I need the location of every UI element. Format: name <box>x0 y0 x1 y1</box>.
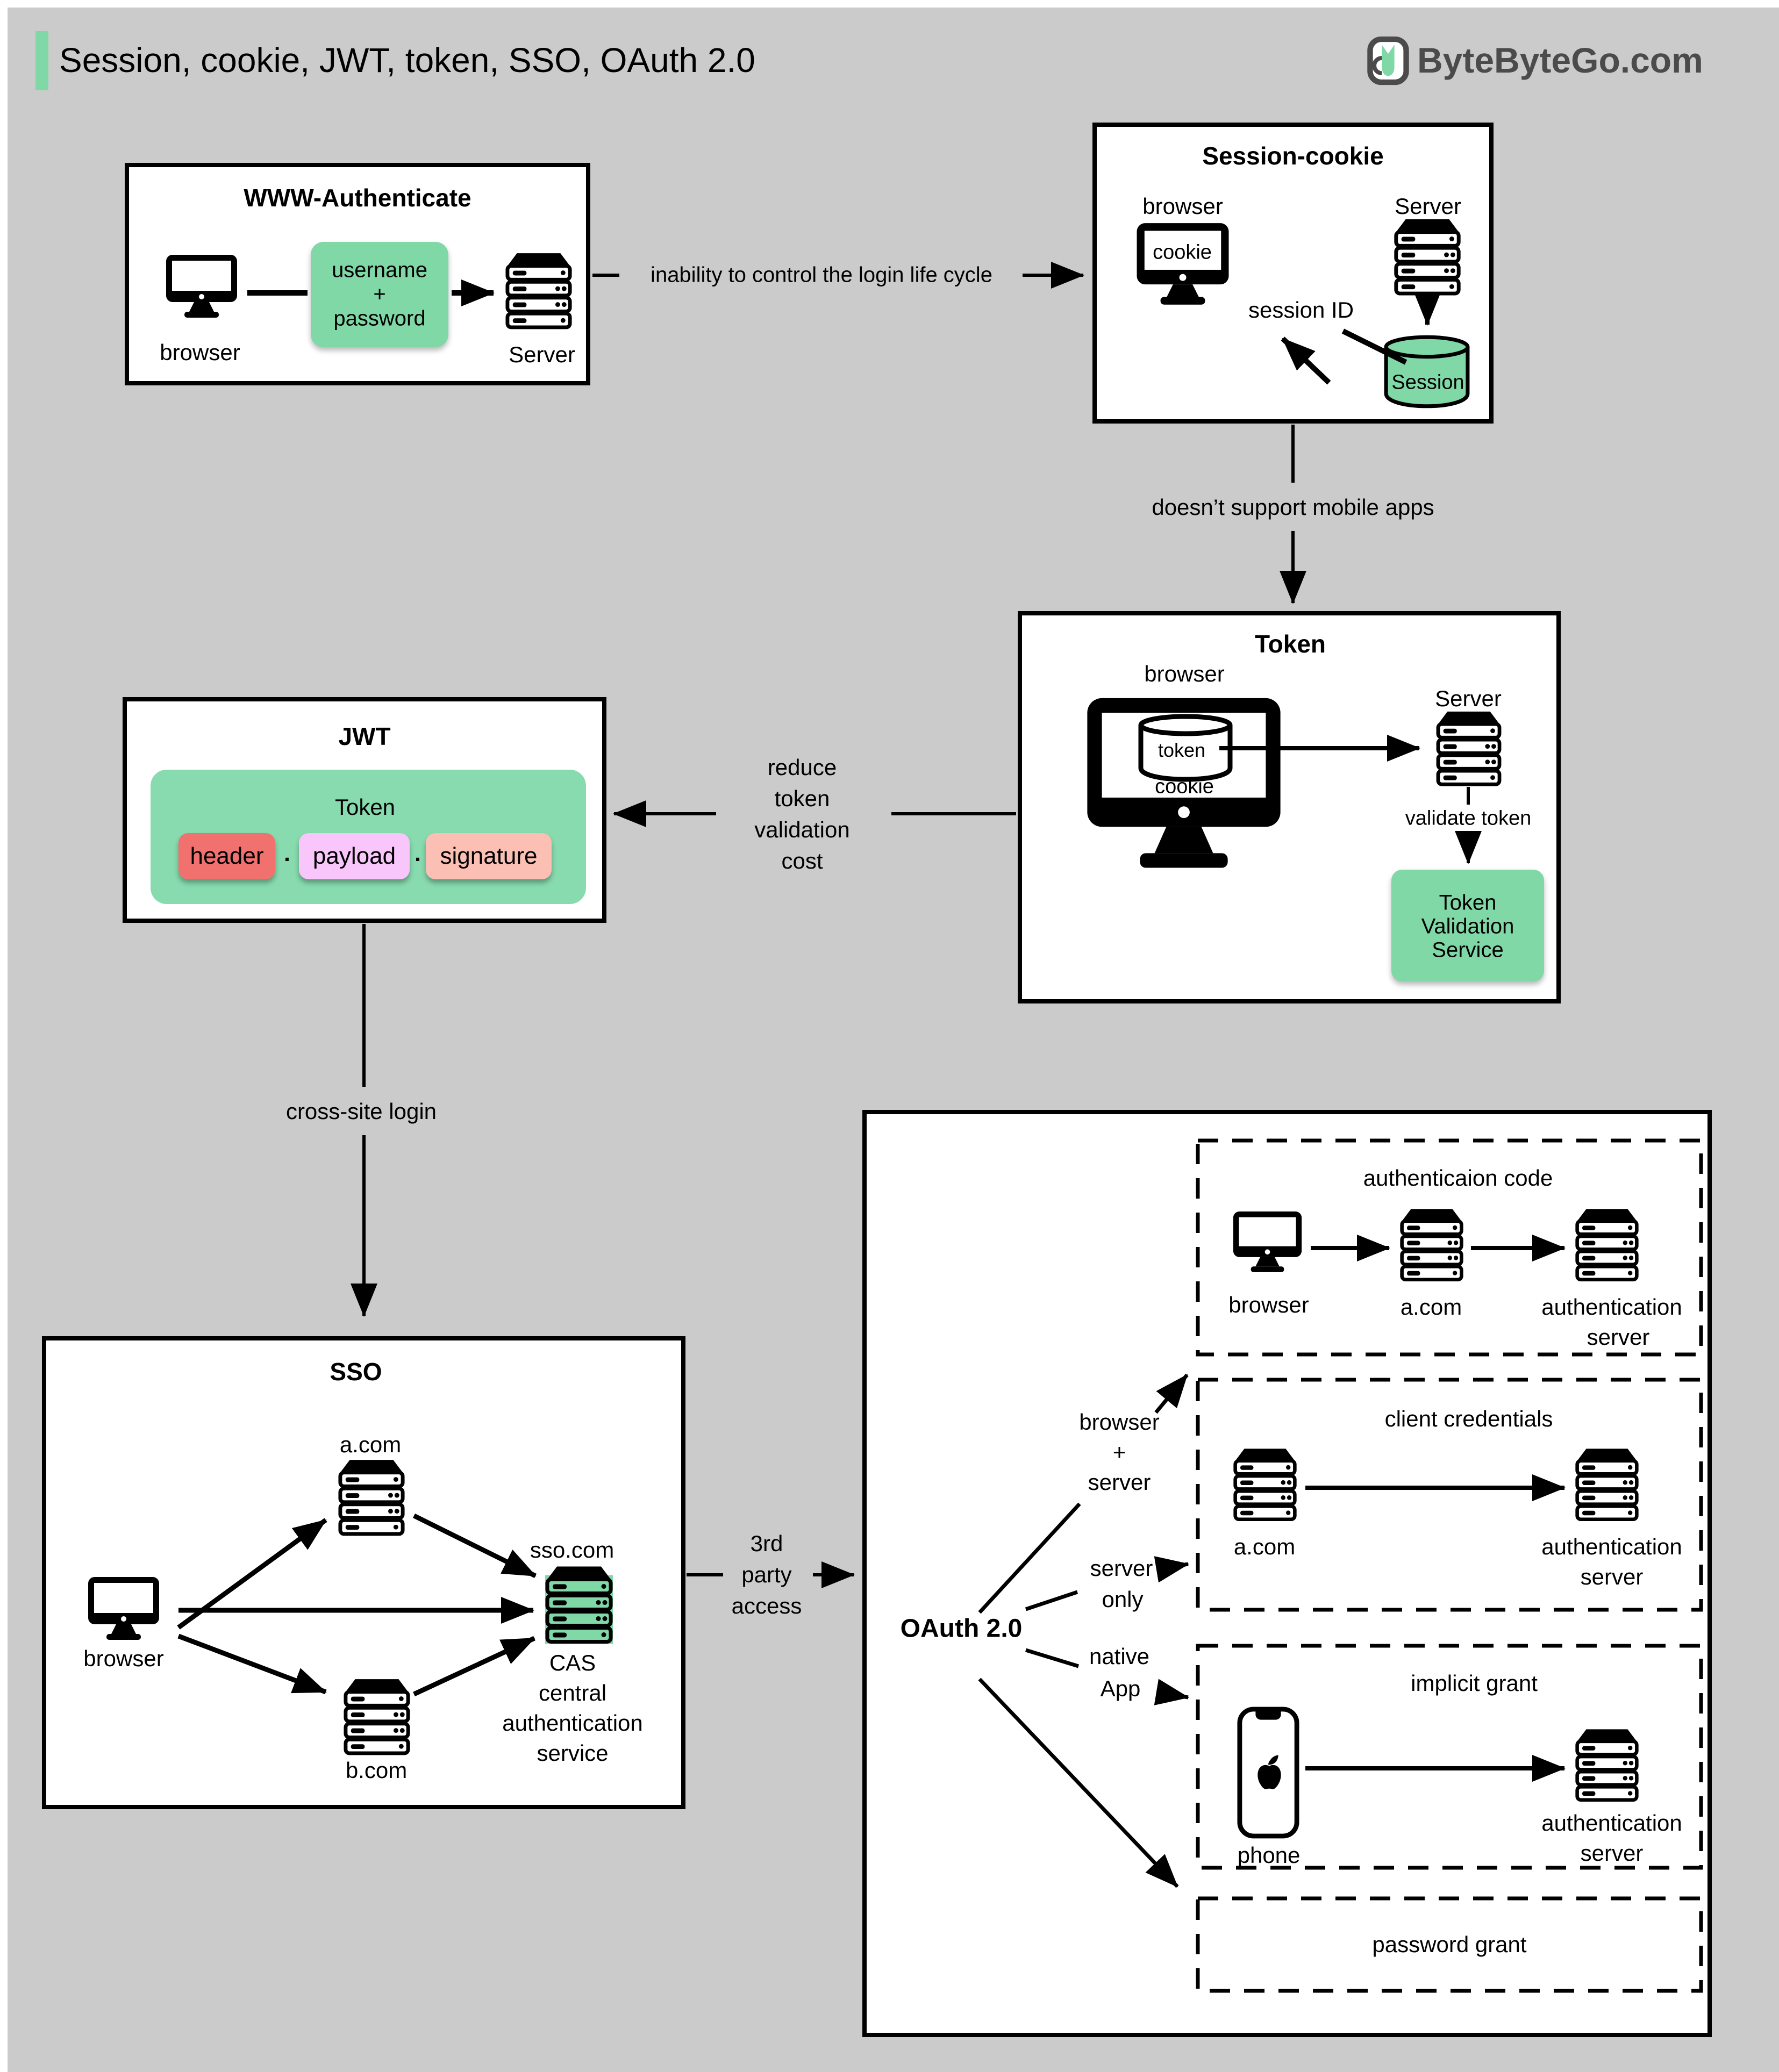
server-icon <box>1392 217 1462 297</box>
jwt-header-chip: header <box>178 833 275 879</box>
token-cookie-label: cookie <box>1155 775 1214 798</box>
session-server-label: Server <box>1395 193 1461 219</box>
sso-cas-line: CAS <box>549 1650 596 1675</box>
validate-token-label: validate token <box>1405 807 1532 830</box>
sso-acom-label: a.com <box>339 1432 402 1457</box>
edge-token-to-jwt: token <box>774 786 830 811</box>
oauth-branch-native-app: native <box>1089 1644 1150 1669</box>
sso-browser-label: browser <box>83 1646 164 1671</box>
client-credentials-title: client credentials <box>1384 1406 1553 1431</box>
monitor-icon <box>86 1575 161 1640</box>
token-service-line: Token <box>1439 891 1497 915</box>
server-icon <box>1399 1205 1464 1285</box>
server-icon <box>1574 1725 1640 1805</box>
implicit-server-label: authentication <box>1541 1810 1682 1836</box>
edge-sso-to-oauth: access <box>731 1593 802 1618</box>
bytebytego-logo-icon <box>1367 35 1410 86</box>
session-db-label: Session <box>1391 371 1464 394</box>
oauth-branch-native-app: App <box>1100 1676 1141 1701</box>
sso-cas-line: authentication <box>502 1710 643 1736</box>
oauth-branch-browser-server: + <box>1112 1439 1126 1465</box>
monitor-icon <box>164 253 239 318</box>
edge-sso-to-oauth: party <box>741 1562 792 1587</box>
edge-jwt-to-sso: cross-site login <box>285 1099 437 1124</box>
oauth-branch-browser-server: server <box>1088 1469 1151 1495</box>
auth-code-server-label: authentication <box>1541 1294 1682 1320</box>
auth-code-browser-label: browser <box>1228 1292 1309 1317</box>
edge-session-to-token: doesn’t support mobile apps <box>1152 494 1434 520</box>
edge-token-to-jwt: validation <box>754 817 850 842</box>
oauth-branch-server-only: only <box>1102 1587 1144 1612</box>
phone-icon <box>1237 1705 1300 1840</box>
server-icon <box>504 250 573 331</box>
oauth-title: OAuth 2.0 <box>900 1614 1023 1643</box>
monitor-icon <box>1231 1209 1304 1273</box>
edge-sso-to-oauth: 3rd <box>750 1531 783 1556</box>
jwt-signature-chip: signature <box>426 833 552 879</box>
token-server-label: Server <box>1435 686 1502 711</box>
token-service-line: Service <box>1432 938 1504 962</box>
token-browser-label: browser <box>1144 661 1225 686</box>
credentials-line: + <box>373 282 386 306</box>
server-icon <box>1434 709 1503 787</box>
sso-cas-line: service <box>537 1740 609 1766</box>
jwt-separator: . <box>415 841 421 866</box>
jwt-payload-chip: payload <box>299 833 410 879</box>
auth-code-site-label: a.com <box>1400 1294 1462 1320</box>
www-box-title: WWW-Authenticate <box>244 184 471 212</box>
password-grant-title: password grant <box>1372 1932 1527 1957</box>
sso-bcom-label: b.com <box>345 1758 408 1783</box>
session-id-label: session ID <box>1248 297 1354 322</box>
credentials-line: username <box>332 258 427 282</box>
token-token-label: token <box>1158 739 1206 761</box>
edge-token-to-jwt: reduce <box>767 755 837 780</box>
session-box-title: Session-cookie <box>1202 142 1384 170</box>
edge-token-to-jwt: cost <box>781 848 823 873</box>
server-icon <box>1574 1205 1640 1285</box>
credentials-line: password <box>333 306 426 331</box>
jwt-separator: . <box>284 841 290 866</box>
implicit-server-label: server <box>1580 1840 1644 1866</box>
oauth-branch-server-only: server <box>1090 1555 1153 1581</box>
implicit-grant-title: implicit grant <box>1411 1670 1538 1696</box>
client-credentials-site-label: a.com <box>1233 1534 1296 1559</box>
session-browser-label: browser <box>1142 193 1223 219</box>
title-accent-bar <box>35 31 48 90</box>
token-box-title: Token <box>1254 630 1326 658</box>
oauth-branch-browser-server: browser <box>1079 1409 1160 1435</box>
server-icon <box>1232 1445 1298 1524</box>
server-icon <box>342 1677 411 1756</box>
auth-code-server-label: server <box>1587 1324 1650 1350</box>
sso-box-title: SSO <box>330 1358 382 1386</box>
implicit-phone-label: phone <box>1237 1842 1301 1868</box>
jwt-token-label: Token <box>334 794 396 820</box>
auth-code-title: authenticaion code <box>1363 1165 1553 1191</box>
token-service-line: Validation <box>1421 914 1514 938</box>
www-browser-label: browser <box>160 340 240 365</box>
sso-cas-line: central <box>538 1680 607 1705</box>
jwt-box-title: JWT <box>338 722 391 750</box>
brand-name: ByteByteGo.com <box>1417 40 1703 80</box>
sso-server-icon <box>544 1563 614 1646</box>
client-credentials-server-label: server <box>1580 1564 1644 1589</box>
session-cookie-label: cookie <box>1153 241 1212 264</box>
server-icon <box>1574 1445 1640 1524</box>
edge-www-to-session: inability to control the login life cycle <box>651 263 992 287</box>
client-credentials-server-label: authentication <box>1541 1534 1682 1559</box>
page-title: Session, cookie, JWT, token, SSO, OAuth 2.0 <box>59 41 755 80</box>
www-server-label: Server <box>509 342 575 367</box>
sso-site-label: sso.com <box>530 1537 615 1562</box>
server-icon <box>337 1458 406 1537</box>
